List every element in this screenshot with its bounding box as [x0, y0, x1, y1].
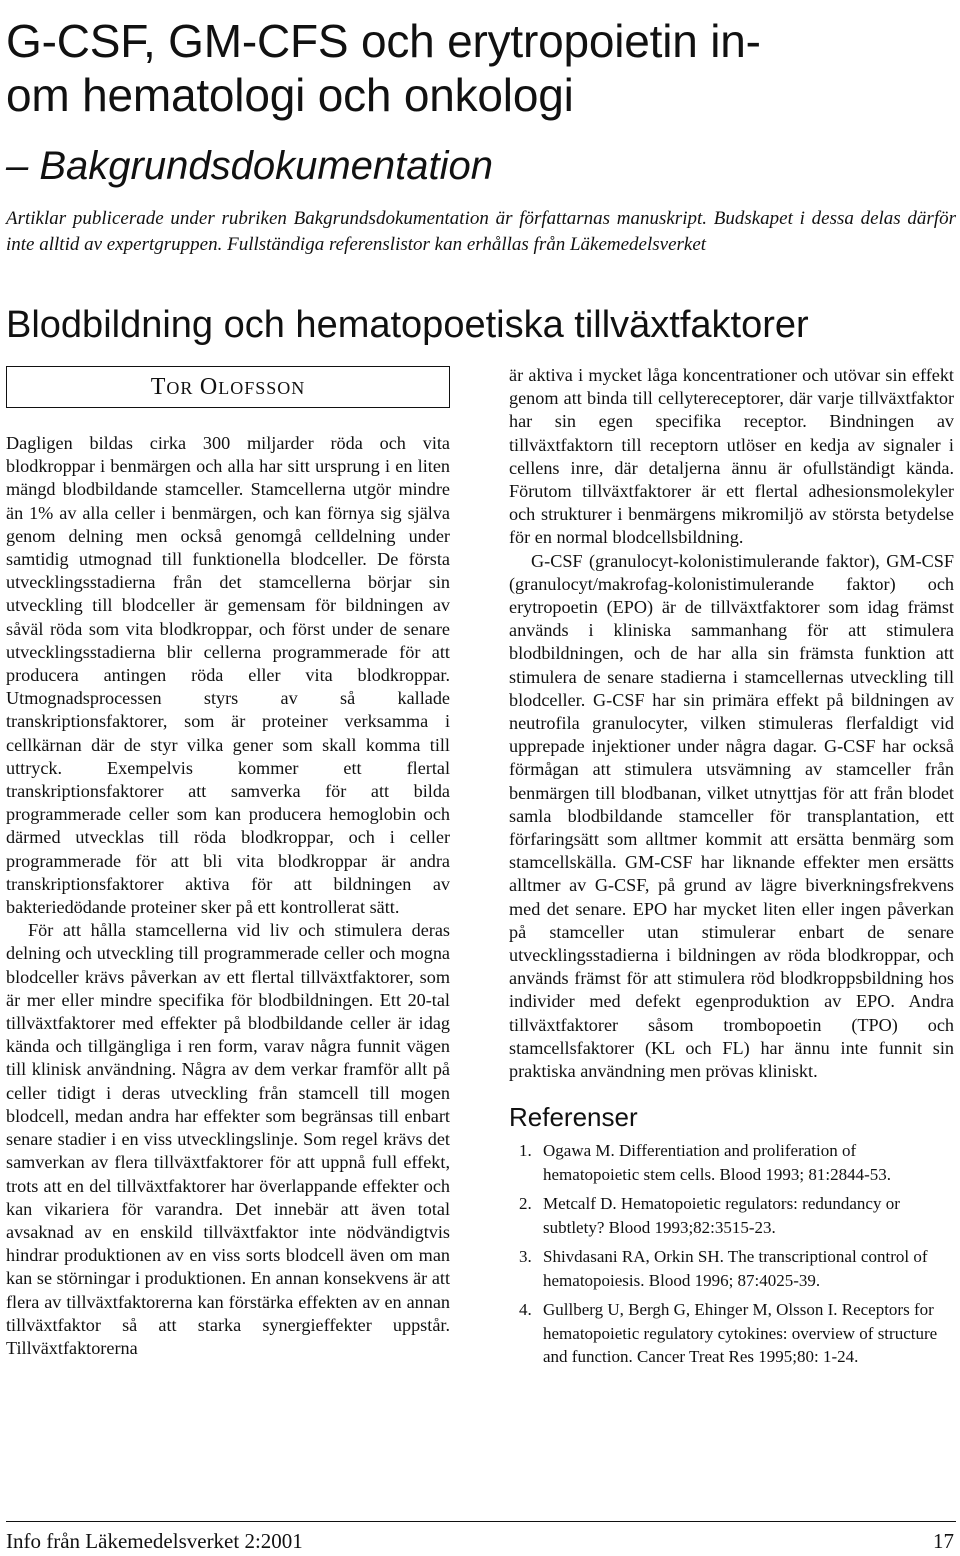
body-paragraph: Dagligen bildas cirka 300 miljarder röda och vita blodkroppar i benmärgen och alla har sitt ursprung i en liten mängd blodbildande stamceller. Stamcellerna utgör mindre än 1% av alla celler i benmärgen, och kan förnya sig själva genom delning men också genomgå celldelning under samtidig utmognad till funktionella blodceller. De första utvecklingsstadierna från det stamcellerna börjar sin utveckling till blodceller är gemensam för bildningen av såväl röda som vita blodkroppar, och först under de senare utvecklingsstadierna blir cellerna programmerade för att producera antingen röda eller vita blodkroppar. Utmognadsprocessen styrs av så kallade transkriptionsfaktorer, som är proteiner verksamma i cellkärnan där de styr vilka gener som skall komma till uttryck. Exempelvis kommer ett flertal transkriptionsfaktorer att samverka för att bilda programmerade celler som kan producera hemoglobin och därmed utvecklas till röda blodkroppar, och i celler programmerade för att bli vita blodkroppar är andra transkriptionsfaktorer aktiva för att bildningen av bakteriedödande proteiner sker på ett kontrollerat sätt.: [6, 433, 450, 918]
reference-text: Metcalf D. Hematopoietic regulators: redundancy or subtlety? Blood 1993;82:3515-23.: [543, 1194, 900, 1237]
reference-number: 1.: [519, 1141, 532, 1161]
reference-text: Shivdasani RA, Orkin SH. The transcriptional control of hematopoiesis. Blood 1996; 87:4025-39.: [543, 1247, 928, 1290]
reference-item: [509, 1298, 954, 1369]
page-number: 17: [933, 1529, 954, 1553]
reference-item: [509, 1245, 954, 1292]
reference-item: [509, 1192, 954, 1239]
title-line-1: G-CSF, GM-CFS och erytropoietin in-: [6, 15, 761, 67]
reference-number: 4.: [519, 1300, 532, 1320]
right-column: [509, 364, 954, 1375]
reference-number: 2.: [519, 1194, 532, 1214]
author-box: [6, 366, 450, 408]
left-column: [6, 432, 450, 1360]
body-paragraph: är aktiva i mycket låga koncentrationer och utövar sin effekt genom att binda till cellytereceptorer, där varje tillväxtfaktor har sin egen specifika receptor. Bindningen av tillväxtfaktorn till receptorn utlöser en kedja av signaler i cellens inre, där detaljerna ännu är ofullständigt kända. Förutom tillväxtfaktorer är ett flertal adhesionsmolekyler och strukturer i benmärgens mikromiljö av största betydelse för en normal blodcellsbildning.: [509, 365, 954, 548]
reference-text: Gullberg U, Bergh G, Ehinger M, Olsson I. Receptors for hematopoietic regulatory cytokines: overview of structure and function. Cancer Treat Res 1995;80: 1-24.: [543, 1300, 938, 1367]
reference-number: 3.: [519, 1247, 532, 1267]
disclaimer-text: Artiklar publicerade under rubriken Bakgrundsdokumentation är författarnas manuskript. Budskapet i dessa delas därför inte alltid av expertgruppen. Fullständiga referenslistor kan erhållas från Läkemedelsverket: [6, 208, 956, 255]
body-paragraph: För att hålla stamcellerna vid liv och stimulera deras delning och utveckling till programmerade celler och mogna blodceller krävs påverkan av ett flertal tillväxtfaktorer, som är mer eller mindre specifika för blodbildningen. Ett 20-tal tillväxtfaktorer med effekter på blodbildande celler är idag kända och tillgängliga i ren form, varav några funnit vägen till klinisk användning. Några av dem verkar framför allt på celler tidigt i deras utveckling från stamcell till mogen blodcell, medan andra har effekter som begränsas till enbart senare stadier i en viss utvecklingslinje. Som regel krävs det samverkan av flera tillväxtfaktorer för att uppnå full effekt, trots att en del tillväxtfaktorer har överlappande effekter och kan vikariera för varandra. Det innebär att även total avsaknad av en enskild tillväxtfaktor inte nödvändigtvis hindrar produktionen av en viss sorts blodcell även om man kan se störningar i produktionen. En annan konsekvens är att flera av tillväxtfaktorerna kan förstärka effekten av en annan tillväxtfaktor så att starka synergieffekter uppstår. Tillväxtfaktorerna: [6, 920, 450, 1358]
author-name: TOR OLOFSSON: [150, 374, 306, 400]
references-heading: Referenser: [509, 1102, 638, 1133]
document-title: [6, 14, 761, 122]
footer-divider: [6, 1521, 956, 1522]
reference-item: [509, 1139, 954, 1186]
body-paragraph: G-CSF (granulocyt-kolonistimulerande faktor), GM-CSF (granulocyt/makrofag-kolonistimulerande faktor) och erytropoetin (EPO) är de tillväxtfaktorer som idag främst används i kliniska sammanhang för att stimulera blodbildningen, och de har alla sin främsta funktion att stimulera de senare stadierna i stamcellernas utveckling till blodceller. G-CSF har sin primära effekt på bildningen av neutrofila granulocyter, vilken stimuleras flerfaldigt vid upprepade injektioner under några dagar. G-CSF har också förmågan att stimulera utsvämning av stamceller från benmärgen till blodbanan, vilket utnyttjas för att från blodet samla blodbildande stamceller för transplantation, ett förfaringsätt som alltmer kommit att ersätta benmärg som stamcellskälla. GM-CSF har liknande effekter men ersätts alltmer av G-CSF, på grund av lägre biverkningsfrekvens med det senare. EPO har mycket liten eller ingen påverkan på stamceller utan stimulerar enbart de senare utvecklingsstadierna i bildningen av röda blodkroppar, och används främst för att stimulera röd blodkroppsbildning hos individer med defekt egenproduktion av EPO. Andra tillväxtfaktorer såsom trombopoetin (TPO) och stamcellsfaktorer (KL och FL) har ännu inte funnit sin praktiska användning men prövas kliniskt.: [509, 550, 954, 1082]
article-title: Blodbildning och hematopoetiska tillväxtfaktorer: [6, 304, 809, 346]
reference-text: Ogawa M. Differentiation and proliferation of hematopoietic stem cells. Blood 1993; 81:2844-53.: [543, 1141, 891, 1184]
references-list: [509, 1139, 954, 1369]
title-line-2: om hematologi och onkologi: [6, 69, 574, 121]
footer-publication: Info från Läkemedelsverket 2:2001: [6, 1529, 303, 1553]
document-subtitle: – Bakgrundsdokumentation: [6, 144, 493, 188]
